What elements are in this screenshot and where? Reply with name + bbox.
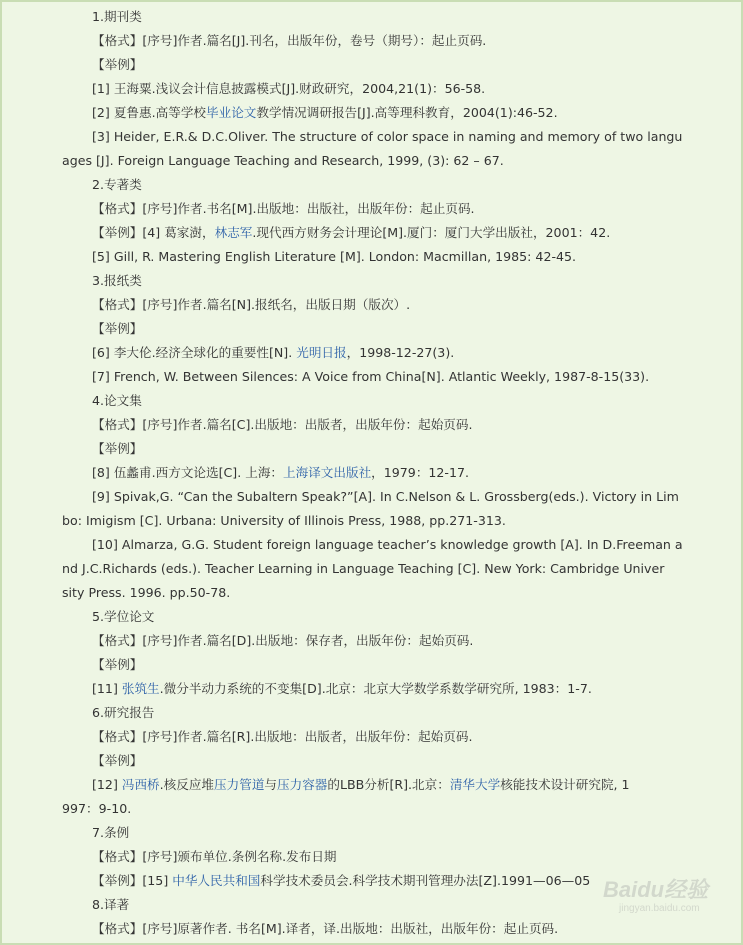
reference-12-text-b: 与: [264, 777, 277, 792]
section-heading-thesis: 5.学位论文: [92, 609, 155, 624]
section-heading-journal: 1.期刊类: [92, 9, 142, 24]
reference-15-text-end: 科学技术委员会.科学技术期刊管理办法[Z].1991—06—05: [260, 873, 591, 888]
example-label-newspaper: 【举例】: [92, 321, 143, 336]
reference-9-line-2: bo: Imigism [C]. Urbana: University of Illinois Press, 1988, pp.271-313.: [62, 513, 506, 528]
watermark-url: jingyan.baidu.com: [619, 903, 700, 914]
format-thesis: 【格式】[序号]作者.篇名[D].出版地：保存者，出版年份：起始页码.: [92, 633, 474, 648]
reference-4: [2, 221, 702, 245]
reference-8-text-start: [8] 伍蠡甫.西方文论选[C]. 上海：: [92, 465, 284, 480]
reference-5: [5] Gill, R. Mastering English Literature [M]. London: Macmillan, 1985: 42-45.: [92, 249, 577, 264]
format-journal: 【格式】[序号]作者.篇名[J].刊名，出版年份，卷号（期号）：起止页码.: [92, 33, 487, 48]
reference-6-text-end: ，1998-12-27(3).: [346, 345, 455, 360]
reference-10-line-2: nd J.C.Richards (eds.). Teacher Learning in Language Teaching [C]. New York: Cambridge Univer: [62, 561, 665, 576]
link-graduation-thesis[interactable]: 毕业论文: [206, 105, 257, 120]
format-newspaper: 【格式】[序号]作者.篇名[N].报纸名，出版日期（版次）.: [92, 297, 411, 312]
reference-12-prefix: [12]: [92, 777, 122, 792]
reference-12-line-2: 997：9-10.: [62, 801, 132, 816]
reference-2-text-start: [2] 夏鲁惠.高等学校: [92, 105, 207, 120]
watermark-logo: Baidu经验: [603, 877, 709, 902]
reference-3-line-1: [3] Heider, E.R.& D.C.Oliver. The structure of color space in naming and memory of two langu: [92, 129, 683, 144]
link-feng-xiqiao[interactable]: 冯西桥: [121, 777, 160, 792]
reference-1: [1] 王海粟.浅议会计信息披露模式[J].财政研究，2004,21(1)：56-58.: [92, 81, 486, 96]
reference-11-text-end: .微分半动力系统的不变集[D].北京：北京大学数学系数学研究所, 1983：1-7.: [159, 681, 592, 696]
reference-15-text-start: 【举例】[15]: [92, 873, 173, 888]
section-heading-collection: 4.论文集: [92, 393, 142, 408]
format-translation: 【格式】[序号]原著作者. 书名[M].译者，译.出版地：出版社，出版年份：起止页码.: [92, 921, 559, 936]
reference-11: [2, 677, 702, 701]
reference-7: [7] French, W. Between Silences: A Voice from China[N]. Atlantic Weekly, 1987-8-15(33).: [92, 369, 650, 384]
reference-15: [2, 869, 702, 893]
format-regulation: 【格式】[序号]颁布单位.条例名称.发布日期: [92, 849, 337, 864]
section-heading-report: 6.研究报告: [92, 705, 155, 720]
link-shanghai-translation-press[interactable]: 上海译文出版社: [283, 465, 372, 480]
reference-6-text-start: [6] 李大伦.经济全球化的重要性[N].: [92, 345, 297, 360]
reference-10-line-1: [10] Almarza, G.G. Student foreign language teacher’s knowledge growth [A]. In D.Freeman a: [92, 537, 683, 552]
example-label-thesis: 【举例】: [92, 657, 143, 672]
reference-12-text-a: .核反应堆: [159, 777, 215, 792]
link-zhang-zhusheng[interactable]: 张筑生: [121, 681, 160, 696]
reference-2-text-end: 教学情况调研报告[J].高等理科教育，2004(1):46-52.: [256, 105, 558, 120]
link-pressure-vessel[interactable]: 压力容器: [277, 777, 328, 792]
reference-4-text-end: .现代西方财务会计理论[M].厦门：厦门大学出版社，2001：42.: [252, 225, 611, 240]
reference-12-text-c: 的LBB分析[R].北京：: [327, 777, 450, 792]
example-label-journal: 【举例】: [92, 57, 143, 72]
reference-format-content: [2, 5, 702, 941]
reference-8-text-end: ，1979：12-17.: [371, 465, 470, 480]
reference-8: [2, 461, 702, 485]
reference-2: [2, 101, 702, 125]
reference-6: [2, 341, 702, 365]
example-label-report: 【举例】: [92, 753, 143, 768]
link-tsinghua-university[interactable]: 清华大学: [449, 777, 501, 792]
link-prc[interactable]: 中华人民共和国: [172, 873, 261, 888]
reference-10-line-3: sity Press. 1996. pp.50-78.: [62, 585, 231, 600]
section-heading-newspaper: 3.报纸类: [92, 273, 142, 288]
reference-12-text-end: 核能技术设计研究院, 1: [500, 777, 630, 792]
example-label-collection: 【举例】: [92, 441, 143, 456]
format-collection: 【格式】[序号]作者.篇名[C].出版地：出版者，出版年份：起始页码.: [92, 417, 473, 432]
reference-12-line-1: [2, 773, 702, 797]
reference-3-line-2: ages [J]. Foreign Language Teaching and Research, 1999, (3): 62 – 67.: [62, 153, 504, 168]
section-heading-translation: 8.译著: [92, 897, 130, 912]
reference-4-text-start: 【举例】[4] 葛家澍，: [92, 225, 215, 240]
format-report: 【格式】[序号]作者.篇名[R].出版地：出版者，出版年份：起始页码.: [92, 729, 473, 744]
link-guangming-daily[interactable]: 光明日报: [296, 345, 347, 360]
baidu-jingyan-watermark: [603, 867, 723, 927]
section-heading-regulation: 7.条例: [92, 825, 130, 840]
reference-11-prefix: [11]: [92, 681, 122, 696]
format-monograph: 【格式】[序号]作者.书名[M].出版地：出版社，出版年份：起止页码.: [92, 201, 475, 216]
link-lin-zhijun[interactable]: 林志军: [214, 225, 253, 240]
reference-9-line-1: [9] Spivak,G. “Can the Subaltern Speak?”[A]. In C.Nelson & L. Grossberg(eds.). Victory in Lim: [92, 489, 679, 504]
link-pressure-pipe[interactable]: 压力管道: [214, 777, 265, 792]
section-heading-monograph: 2.专著类: [92, 177, 142, 192]
